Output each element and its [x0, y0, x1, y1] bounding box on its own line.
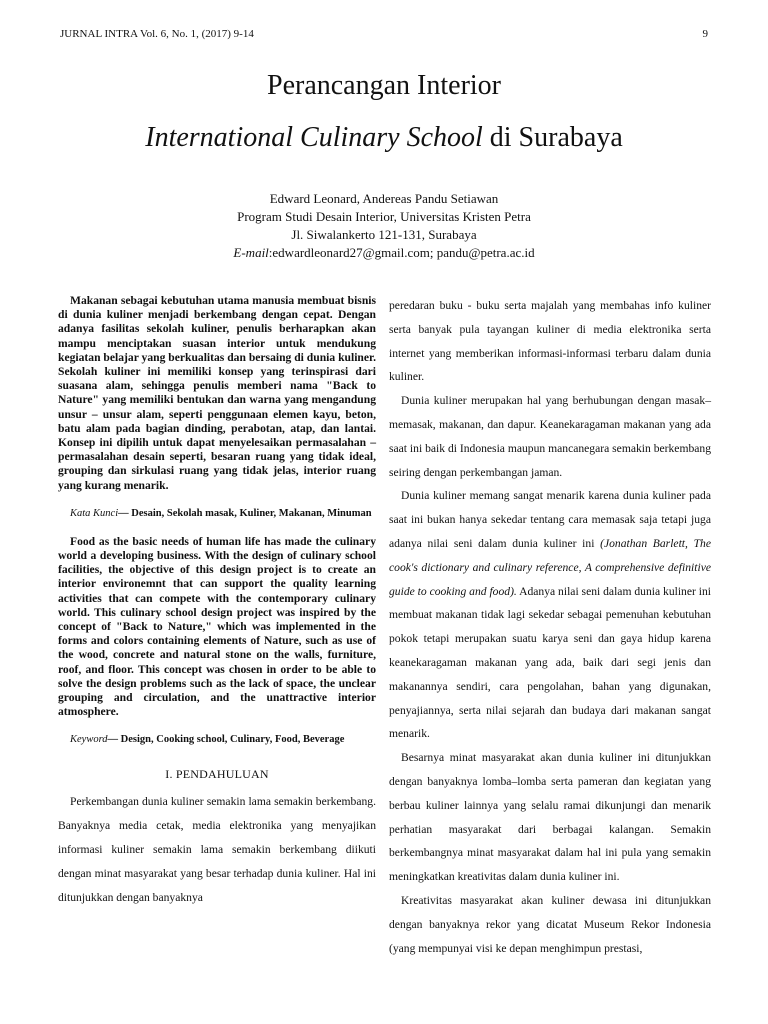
left-column — [58, 294, 376, 909]
email-label: E-mail — [233, 245, 269, 260]
author-block — [0, 190, 768, 262]
intro-paragraph-3 — [389, 484, 711, 746]
title-italic-part: International Culinary School — [145, 122, 483, 153]
section-heading: I. PENDAHULUAN — [165, 767, 269, 782]
keywords-en-text: Design, Cooking school, Culinary, Food, Beverage — [120, 734, 345, 746]
intro-paragraph-5: Kreativitas masyarakat akan kuliner dewasa ini ditunjukkan dengan banyaknya rekor yang dicatat Museum Rekor Indonesia (yang mempunyai visi ke depan menghimpun prestasi, — [389, 893, 711, 955]
right-column — [389, 294, 711, 960]
journal-citation: JURNAL INTRA Vol. 6, No. 1, (2017) 9-14 — [60, 28, 254, 40]
abstract-english: Food as the basic needs of human life has made the culinary world a developing business. With the design of culinary school facilities, the objective of this design project is to create an interior environemnt that can support the quality learning activities that can compete with the contemporary culinary world. This culinary school design project was inspired by the concept of "Back to Nature," which was implemented in the forms and colors containing elements of Nature, such as use of the wood, concrete and natural stone on the walls, furniture, roof, and floor. This concept was chosen in order to be able to solve the design problems such as the lack of space, the unclear grouping and circulation, and the unattractive interior atmosphere. — [58, 534, 376, 719]
keywords-english — [58, 733, 376, 747]
intro-paragraph-2: Dunia kuliner merupakan hal yang berhubungan dengan masak–memasak, makanan, dan dapur. Keanekaragaman makanan yang ada saat ini baik di Indonesia maupun mancanegara semakin berkembang seiring dengan perkembangan jaman. — [389, 394, 711, 479]
keywords-id-text: Desain, Sekolah masak, Kuliner, Makanan, Minuman — [131, 507, 372, 519]
author-affiliation: Program Studi Desain Interior, Universitas Kristen Petra — [237, 209, 531, 224]
email-value: :edwardleonard27@gmail.com; pandu@petra.ac.id — [268, 245, 535, 260]
keywords-id-label: Kata Kunci — [70, 507, 119, 519]
author-address: Jl. Siwalankerto 121-131, Surabaya — [291, 227, 477, 242]
p3-citation: (Jonathan Barlett, The cook's dictionary and culinary reference, A comprehensive definitive guide to cooking and food). — [389, 536, 711, 598]
running-head — [60, 28, 708, 40]
p3-before: Dunia kuliner memang sangat menarik karena dunia kuliner pada saat ini bukan hanya sekedar tentang cara memasak saja tetapi juga adanya nilai seni dalam dunia kuliner ini — [389, 489, 711, 550]
paper-title-line-1: Perancangan Interior — [267, 70, 501, 101]
page-number: 9 — [702, 28, 708, 40]
keywords-indonesian — [58, 507, 376, 521]
keywords-en-label: Keyword — [70, 734, 108, 746]
keywords-en-dash: — — [107, 734, 121, 746]
intro-paragraph-1: peredaran buku - buku serta majalah yang membahas info kuliner serta banyak pula tayangan kuliner di media elektronika serta internet yang memberikan informasi-informasi terbaru dalam dunia kuliner. — [389, 299, 711, 384]
keywords-id-dash: — — [118, 507, 132, 519]
author-names: Edward Leonard, Andereas Pandu Setiawan — [269, 191, 499, 206]
intro-paragraph-4: Besarnya minat masyarakat akan dunia kuliner ini ditunjukkan dengan banyaknya lomba–lomba serta pameran dan kegiatan yang berbau kuliner lainnya yang selalu ramai dikunjungi dan menarik perhatian masyarakat dari berbagai kalangan. Semakin berkembangnya minat masyarakat dalam hal ini pula yang semakin meningkatkan kreativitas dalam dunia kuliner ini. — [389, 751, 711, 884]
title-rest-part: di Surabaya — [482, 122, 623, 153]
intro-paragraph-left: Perkembangan dunia kuliner semakin lama semakin berkembang. Banyaknya media cetak, media elektronika yang menyajikan informasi kuliner semakin lama semakin berkembang diikuti dengan minat masyarakat yang besar terhadap dunia kuliner. Hal ini ditunjukkan dengan banyaknya — [58, 795, 376, 904]
paper-title-line-2 — [0, 122, 768, 154]
abstract-indonesian: Makanan sebagai kebutuhan utama manusia membuat bisnis di dunia kuliner menjadi berkembang dengan cepat. Dengan adanya fasilitas sekolah kuliner, penulis berharapkan akan mampu menciptakan suasan interior untuk mendukung kegiatan belajar yang berkualitas dan bersaing di dunia kuliner. Sekolah kuliner ini memiliki konsep yang terinspirasi dari suasana alam, sehingga penulis memberi nama "Back to Nature" yang memiliki bentukan dan warna yang mengandung unsur – unsur alam, seperti penggunaan elemen kayu, beton, batu alam pada bagian dinding, perabotan, atap, dan lantai. Konsep ini dipilih untuk dapat menyelesaikan permasalahan – permasalahan desain seperti, besaran ruang yang tidak ideal, grouping dan sirkulasi ruang yang tidak jelas, interior ruang yang kurang menarik. — [58, 294, 376, 492]
p3-after: Adanya nilai seni dalam dunia kuliner ini membuat makanan tidak lagi sekedar sebagai pemenuhan kebutuhan pokok tetapi merupakan suatu karya seni dan gaya hidup karena keanekaragaman makanan yang ada, baik dari segi jenis dan makanannya sendiri, cara pengolahan, bahan yang digunakan, penyajiannya, serta nilai sejarah dan budaya dari makanan sangat menarik. — [389, 584, 711, 741]
author-email — [0, 244, 768, 262]
